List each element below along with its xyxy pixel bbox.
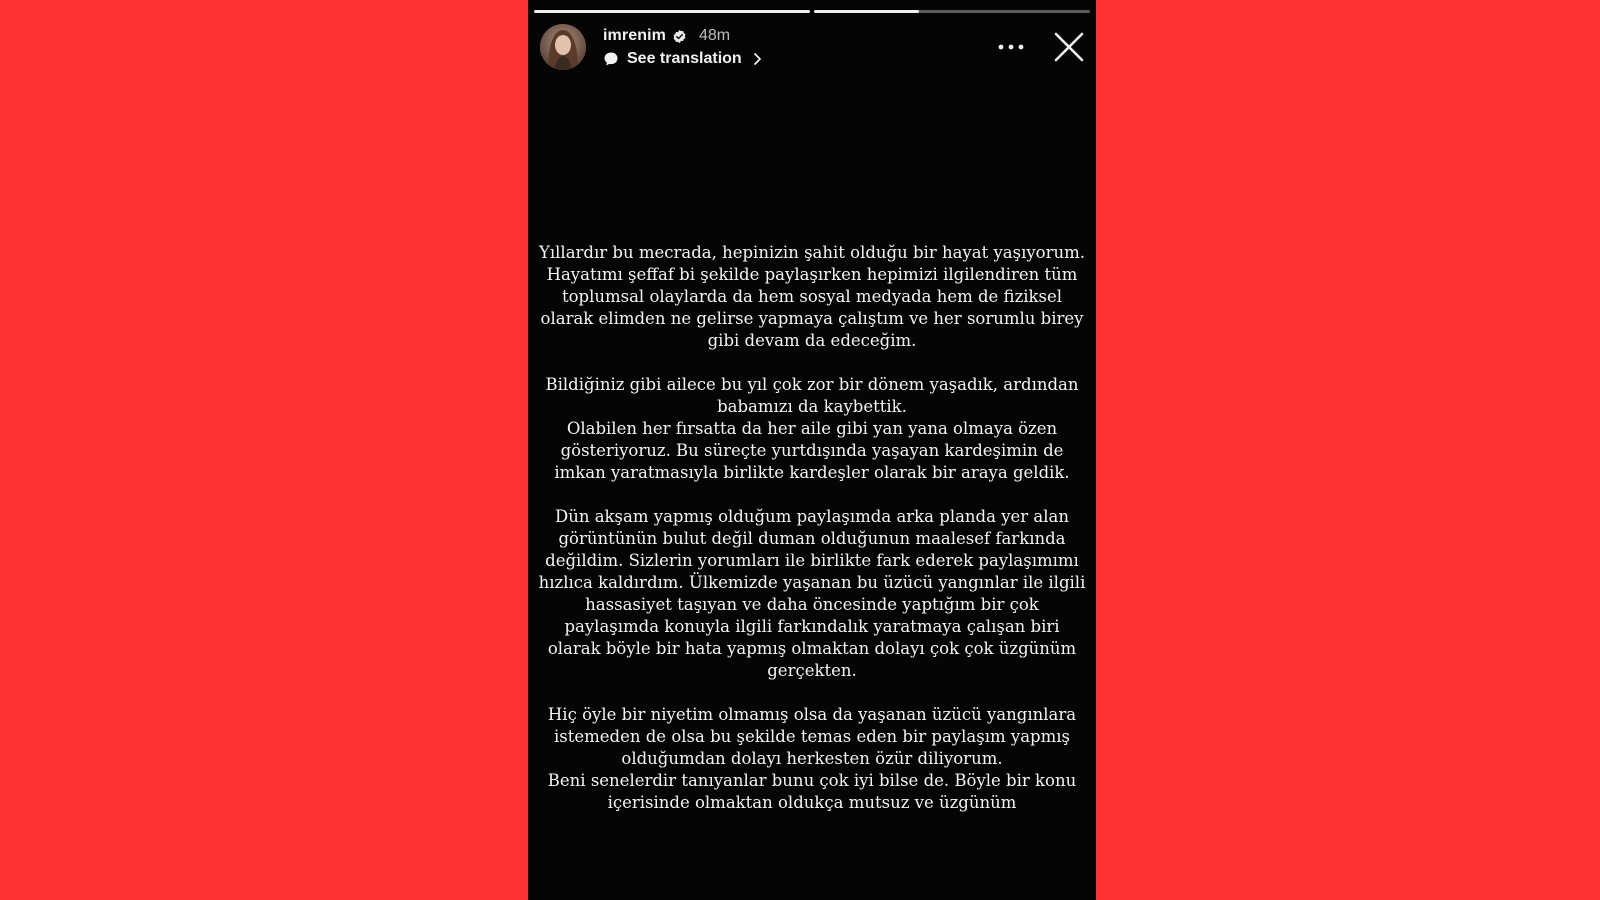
close-icon [1052,30,1086,64]
chevron-right-icon [752,52,762,66]
story-paragraph-1: Yıllardır bu mecrada, hepinizin şahit olduğu bir hayat yaşıyorum. Hayatımı şeffaf bi şekilde paylaşırken hepimizi ilgilendiren tüm toplumsal olaylarda da hem sosyal medyada hem de fiziksel olarak elimden ne gelirse yapmaya çalıştım ve her sorumlu birey gibi devam da edeceğim. [538,243,1086,350]
more-options-button[interactable] [996,34,1026,60]
story-viewer[interactable] [528,0,1096,900]
story-progress-segment-2 [814,10,1090,13]
speech-bubble-icon [603,51,619,67]
story-text-content [538,242,1086,836]
story-progress-fill-1 [534,10,810,13]
story-progress-fill-2 [814,10,919,13]
avatar-image [540,24,586,70]
username-row [603,27,730,45]
story-paragraph-4: Hiç öyle bir niyetim olmamış olsa da yaşanan üzücü yangınlara istemeden de olsa bu şekilde temas eden bir paylaşım yapmış olduğumdan dolayı herkesten özür diliyorum. Beni senelerdir tanıyanlar bunu çok iyi bilse de. Böyle bir konu içerisinde olmaktan oldukça mutsuz ve üzgünüm [547,705,1077,812]
more-horizontal-icon [998,44,1024,50]
close-button[interactable] [1052,30,1086,64]
verified-badge-icon [672,29,687,44]
story-progress-bars [534,10,1090,13]
see-translation-button[interactable] [603,50,762,68]
story-progress-segment-1 [534,10,810,13]
story-paragraph-2: Bildiğiniz gibi ailece bu yıl çok zor bir dönem yaşadık, ardından babamızı da kaybettik. Olabilen her fırsatta da her aile gibi yan yana olmaya özen gösteriyoruz. Bu süreçte yurtdışında yaşayan kardeşimin de imkan yaratmasıyla birlikte kardeşler olarak bir araya geldik. [545,375,1079,482]
story-paragraph-3: Dün akşam yapmış olduğum paylaşımda arka planda yer alan görüntünün bulut değil duman olduğunun maalesef farkında değildim. Sizlerin yorumları ile birlikte fark ederek paylaşımımı hızlıca kaldırdım. Ülkemizde yaşanan bu üzücü yangınlar ile ilgili hassasiyet taşıyan ve daha öncesinde yaptığım bir çok paylaşımda konuyla ilgili farkındalık yaratmaya çalışan biri olarak böyle bir hata yapmış olmaktan dolayı çok çok üzgünüm gerçekten. [538,507,1086,680]
username[interactable]: imrenim [603,27,666,44]
avatar[interactable] [540,24,586,70]
story-header [540,24,1088,72]
see-translation-label: See translation [627,50,742,67]
story-timestamp: 48m [698,27,731,44]
